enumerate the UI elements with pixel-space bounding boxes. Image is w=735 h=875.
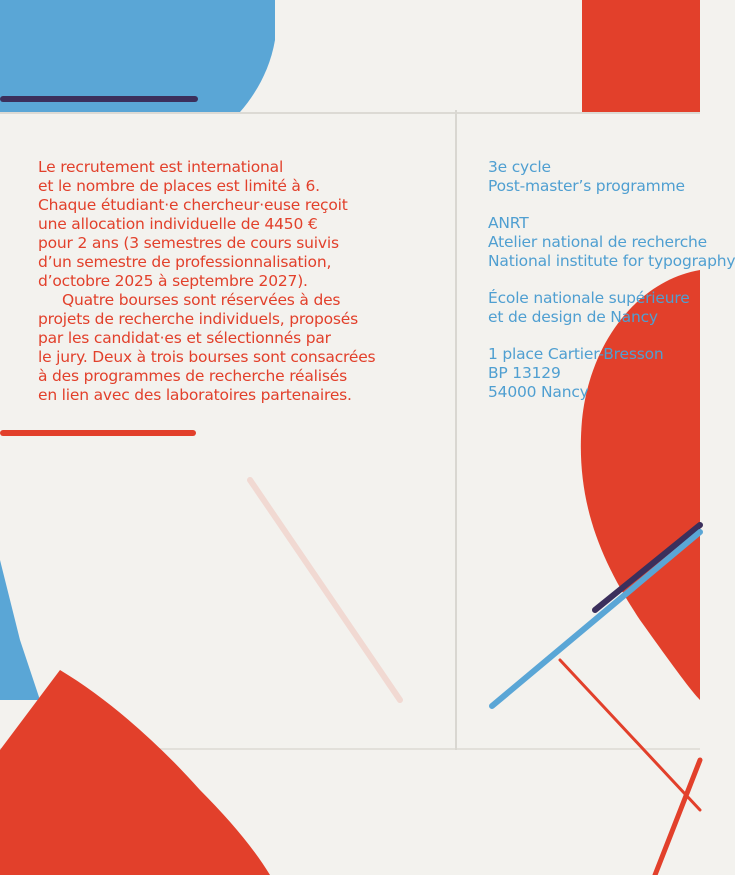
text-line: Le recrutement est international bbox=[38, 158, 284, 176]
text-line: et le nombre de places est limité à 6. bbox=[38, 177, 320, 195]
text-line: École nationale supérieure bbox=[488, 289, 690, 307]
text-line: pour 2 ans (3 semestres de cours suivis bbox=[38, 234, 339, 252]
text-line: d’octobre 2025 à septembre 2027). bbox=[38, 272, 308, 290]
text-line: projets de recherche individuels, proposés bbox=[38, 310, 359, 328]
fold-center bbox=[455, 110, 457, 750]
institution-block bbox=[488, 214, 735, 271]
paragraph-scholarships bbox=[38, 291, 398, 405]
left-text-column bbox=[38, 158, 398, 405]
text-line: 1 place Cartier-Bresson bbox=[488, 345, 664, 363]
text-line: ANRT bbox=[488, 214, 529, 232]
program-block bbox=[488, 158, 718, 196]
text-line: à des programmes de recherche réalisés bbox=[38, 367, 347, 385]
text-line: par les candidat·es et sélectionnés par bbox=[38, 329, 331, 347]
text-line: National institute for typography bbox=[488, 252, 735, 270]
text-line: Quatre bourses sont réservées à des bbox=[62, 291, 341, 309]
text-line: en lien avec des laboratoires partenaires. bbox=[38, 386, 352, 404]
right-text-column bbox=[488, 158, 735, 420]
paragraph-recruitment bbox=[38, 158, 398, 291]
text-line: et de design de Nancy bbox=[488, 308, 658, 326]
text-line: Atelier national de recherche bbox=[488, 233, 708, 251]
fold-top bbox=[0, 112, 700, 114]
red-block-top-right bbox=[582, 0, 700, 112]
text-line: le jury. Deux à trois bourses sont consacrées bbox=[38, 348, 376, 366]
school-block bbox=[488, 289, 718, 327]
text-line: 54000 Nancy bbox=[488, 383, 589, 401]
address-block bbox=[488, 345, 718, 402]
text-line: d’un semestre de professionnalisation, bbox=[38, 253, 332, 271]
red-line-middle bbox=[0, 430, 196, 436]
text-line: Post-master’s programme bbox=[488, 177, 685, 195]
text-line: Chaque étudiant·e chercheur·euse reçoit bbox=[38, 196, 348, 214]
text-line: 3e cycle bbox=[488, 158, 551, 176]
text-line: une allocation individuelle de 4450 € bbox=[38, 215, 318, 233]
blue-shape-top-left bbox=[0, 0, 275, 112]
navy-line-top bbox=[0, 96, 198, 102]
text-line: BP 13129 bbox=[488, 364, 561, 382]
